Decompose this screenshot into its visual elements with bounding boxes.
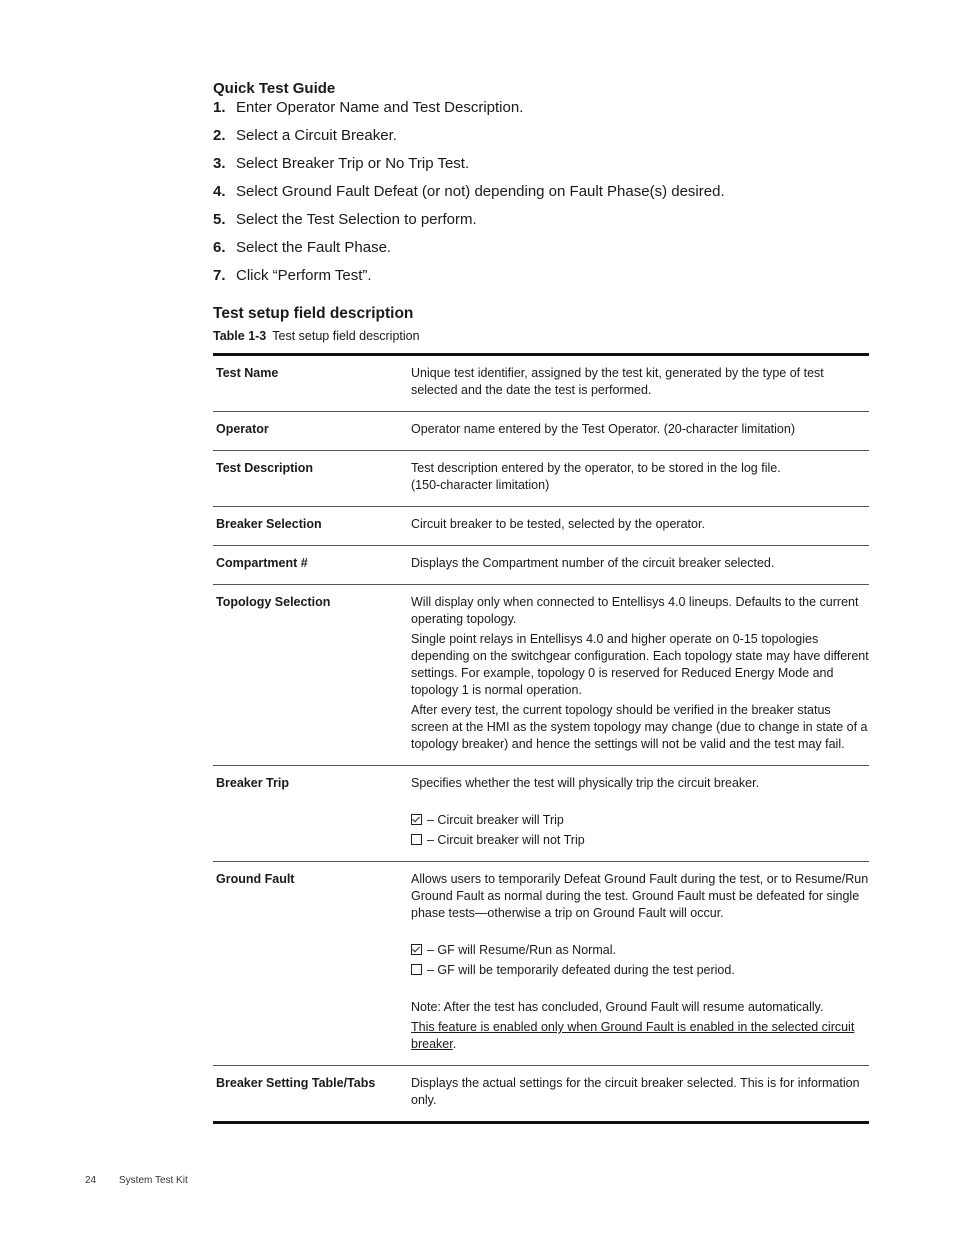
quick-test-steps: [213, 98, 869, 285]
table-row: [213, 546, 869, 585]
description-text: Displays the actual settings for the circuit breaker selected. This is for information only.: [411, 1076, 860, 1107]
step-text: Select Breaker Trip or No Trip Test.: [236, 155, 470, 172]
field-name: Compartment #: [213, 546, 411, 585]
field-name: Breaker Trip: [213, 766, 411, 862]
field-name: Topology Selection: [213, 585, 411, 766]
table-row: [213, 451, 869, 507]
step-number: 3.: [213, 155, 226, 172]
description-text: Test description entered by the operator, to be stored in the log file.: [411, 461, 781, 475]
field-description: [411, 355, 869, 412]
step-number: 5.: [213, 211, 226, 228]
step-item: [213, 266, 869, 285]
field-description: [411, 766, 869, 862]
step-number: 1.: [213, 99, 226, 116]
field-name: Operator: [213, 412, 411, 451]
table-label: Table 1-3: [213, 329, 267, 343]
footer-doc-title: System Test Kit: [119, 1175, 188, 1186]
step-item: [213, 210, 869, 229]
description-text: Single point relays in Entellisys 4.0 and higher operate on 0-15 topologies depending on the switchgear configuration. Each topology state may have different settings. For example, topology 0 is reserved for Reduced Energy Mode and topology 1 is normal operation.: [411, 632, 869, 697]
description-text: (150-character limitation): [411, 478, 550, 492]
test-setup-heading: Test setup field description: [213, 305, 414, 322]
note-text: Note: After the test has concluded, Ground Fault will resume automatically.: [411, 1000, 824, 1014]
description-text: Unique test identifier, assigned by the test kit, generated by the type of test selected and the date the test is performed.: [411, 366, 824, 397]
field-name: Breaker Setting Table/Tabs: [213, 1066, 411, 1123]
step-number: 7.: [213, 267, 226, 284]
step-text: Select Ground Fault Defeat (or not) depending on Fault Phase(s) desired.: [236, 183, 725, 200]
step-item: [213, 238, 869, 257]
option-unchecked: [411, 962, 869, 979]
option-checked: [411, 942, 869, 959]
field-description: [411, 412, 869, 451]
checked-checkbox-icon: [411, 944, 422, 955]
option-text: – Circuit breaker will Trip: [427, 813, 564, 827]
unchecked-checkbox-icon: [411, 964, 422, 975]
note-end: .: [452, 1037, 457, 1051]
field-description: [411, 862, 869, 1066]
underlined-note: This feature is enabled only when Ground Fault is enabled in the selected circuit breaker: [411, 1020, 855, 1051]
step-number: 4.: [213, 183, 226, 200]
quick-test-guide-heading: Quick Test Guide: [213, 80, 336, 97]
table-row: [213, 1066, 869, 1123]
step-number: 6.: [213, 239, 226, 256]
field-description: [411, 507, 869, 546]
step-text: Select a Circuit Breaker.: [236, 127, 397, 144]
field-name: Test Name: [216, 366, 279, 380]
step-text: Select the Test Selection to perform.: [236, 211, 477, 228]
field-description: [411, 1066, 869, 1123]
table-row: [213, 412, 869, 451]
step-text: Enter Operator Name and Test Description.: [236, 99, 524, 116]
step-text: Click “Perform Test”.: [236, 267, 372, 284]
description-text: Circuit breaker to be tested, selected by the operator.: [411, 517, 705, 531]
field-name: Ground Fault: [213, 862, 411, 1066]
step-item: [213, 126, 869, 145]
table-row: [213, 507, 869, 546]
table-row: [213, 355, 869, 412]
step-item: [213, 154, 869, 173]
description-text: Displays the Compartment number of the circuit breaker selected.: [411, 556, 775, 570]
description-text: Will display only when connected to Entellisys 4.0 lineups. Defaults to the current operating topology.: [411, 595, 859, 626]
field-name: Breaker Selection: [213, 507, 411, 546]
description-text: After every test, the current topology should be verified in the breaker status screen at the HMI as the system topology may change (due to change in state of a topology breaker) and hence the settings will not be valid and the test may fail.: [411, 703, 868, 751]
field-description: [411, 585, 869, 766]
description-text: Specifies whether the test will physically trip the circuit breaker.: [411, 776, 760, 790]
field-name: Test Description: [213, 451, 411, 507]
field-description-table: [213, 353, 869, 1124]
table-caption-text: Test setup field description: [272, 329, 420, 343]
page-number: 24: [85, 1175, 97, 1186]
field-description: [411, 451, 869, 507]
page-footer: [85, 1175, 188, 1186]
step-text: Select the Fault Phase.: [236, 239, 392, 256]
option-text: – GF will be temporarily defeated during the test period.: [427, 963, 735, 977]
table-row: [213, 766, 869, 862]
step-item: [213, 182, 869, 201]
checked-checkbox-icon: [411, 814, 422, 825]
table-caption: [213, 328, 869, 344]
option-checked: [411, 812, 869, 829]
description-text: Allows users to temporarily Defeat Ground Fault during the test, or to Resume/Run Ground Fault as normal during the test. Ground Fault must be defeated for single phase tests—otherwise a trip on Ground Fault will occur.: [411, 872, 869, 920]
page-content: [213, 80, 869, 1124]
table-row: [213, 585, 869, 766]
step-number: 2.: [213, 127, 226, 144]
option-text: – Circuit breaker will not Trip: [427, 833, 585, 847]
option-text: – GF will Resume/Run as Normal.: [427, 943, 616, 957]
field-description: [411, 546, 869, 585]
description-text: Operator name entered by the Test Operator. (20-character limitation): [411, 422, 795, 436]
table-row: [213, 862, 869, 1066]
unchecked-checkbox-icon: [411, 834, 422, 845]
step-item: [213, 98, 869, 117]
option-unchecked: [411, 832, 869, 849]
note-underlined-paragraph: [411, 1019, 869, 1053]
